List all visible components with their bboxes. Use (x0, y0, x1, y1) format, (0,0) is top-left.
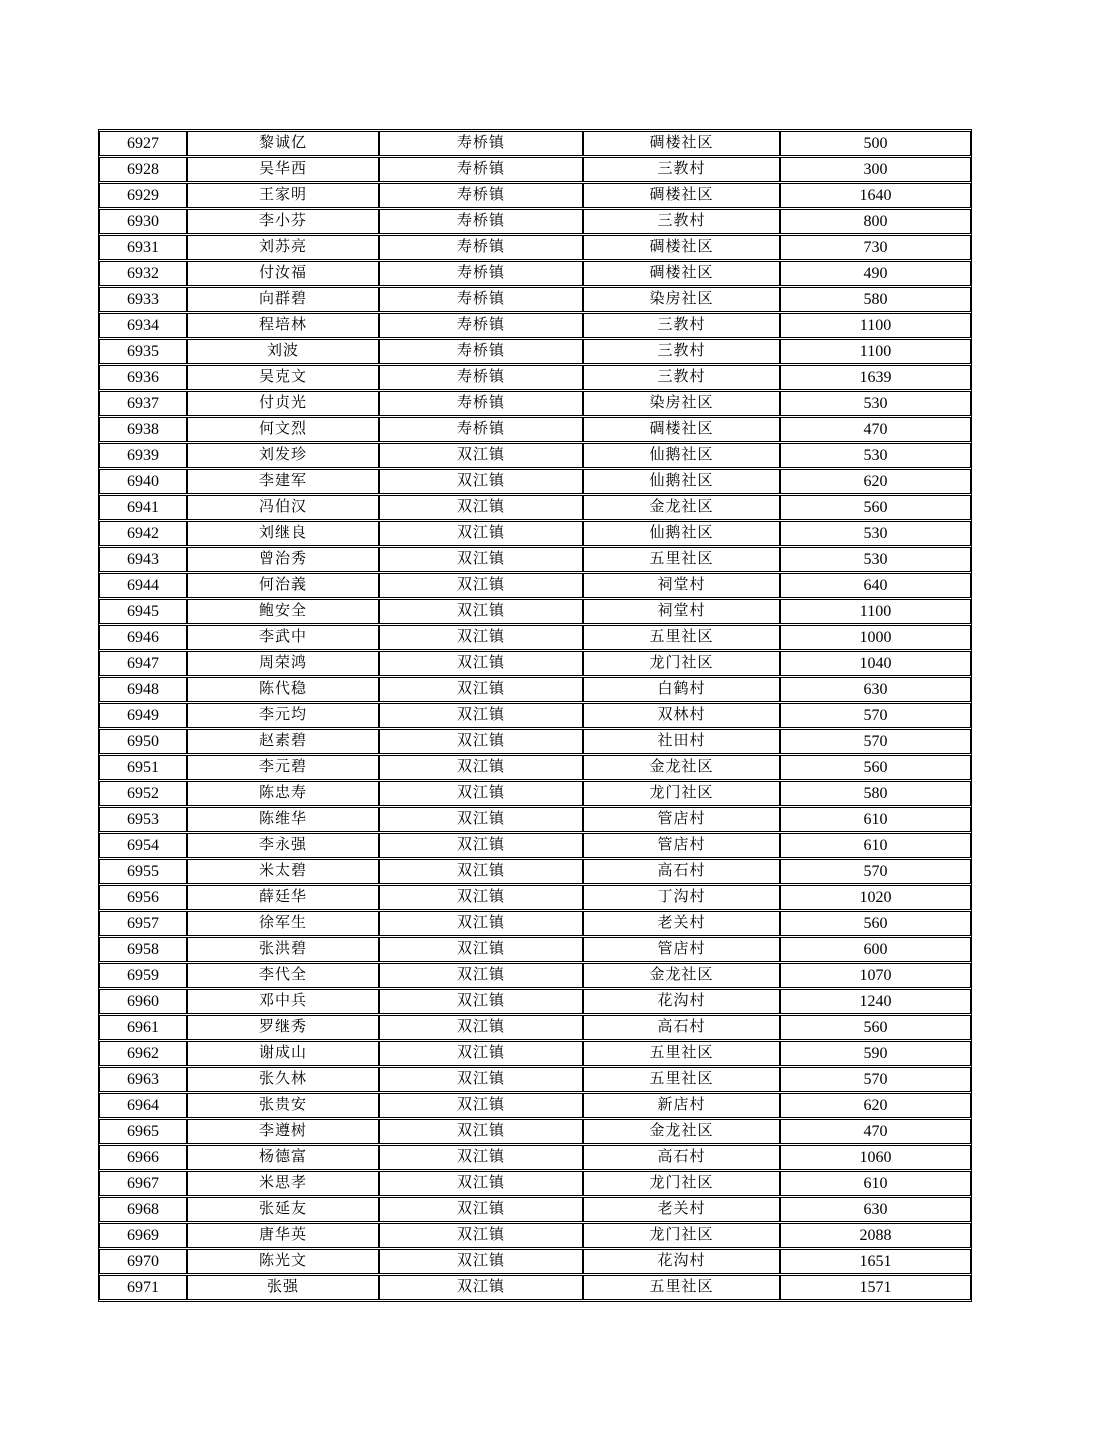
cell-village: 花沟村 (583, 1249, 780, 1274)
cell-village: 社田村 (583, 729, 780, 754)
table-row (99, 729, 971, 754)
cell-town: 双江镇 (379, 781, 583, 806)
cell-amount: 1651 (780, 1249, 971, 1274)
cell-amount: 1040 (780, 651, 971, 676)
cell-name: 何文烈 (187, 417, 379, 442)
records-table (98, 129, 972, 1302)
cell-village: 五里社区 (583, 625, 780, 650)
table-row (99, 547, 971, 572)
cell-name: 向群碧 (187, 287, 379, 312)
cell-town: 双江镇 (379, 963, 583, 988)
cell-village: 高石村 (583, 859, 780, 884)
cell-name: 陈忠寿 (187, 781, 379, 806)
cell-amount: 1640 (780, 183, 971, 208)
cell-town: 双江镇 (379, 859, 583, 884)
table-row (99, 313, 971, 338)
cell-id: 6954 (99, 833, 187, 858)
cell-amount: 530 (780, 443, 971, 468)
cell-id: 6932 (99, 261, 187, 286)
cell-name: 谢成山 (187, 1041, 379, 1066)
cell-name: 张强 (187, 1275, 379, 1300)
cell-village: 染房社区 (583, 391, 780, 416)
cell-id: 6930 (99, 209, 187, 234)
cell-amount: 1571 (780, 1275, 971, 1300)
cell-name: 张久林 (187, 1067, 379, 1092)
cell-amount: 620 (780, 469, 971, 494)
table-row (99, 1275, 971, 1300)
cell-amount: 1639 (780, 365, 971, 390)
cell-village: 金龙社区 (583, 495, 780, 520)
cell-town: 寿桥镇 (379, 261, 583, 286)
table-row (99, 1223, 971, 1248)
table-row (99, 1067, 971, 1092)
cell-name: 李元均 (187, 703, 379, 728)
cell-amount: 570 (780, 703, 971, 728)
cell-amount: 800 (780, 209, 971, 234)
cell-town: 双江镇 (379, 937, 583, 962)
cell-name: 冯伯汉 (187, 495, 379, 520)
cell-town: 双江镇 (379, 1249, 583, 1274)
cell-id: 6964 (99, 1093, 187, 1118)
cell-town: 双江镇 (379, 1145, 583, 1170)
cell-town: 双江镇 (379, 1015, 583, 1040)
cell-town: 双江镇 (379, 573, 583, 598)
cell-town: 双江镇 (379, 599, 583, 624)
table-row (99, 469, 971, 494)
cell-name: 刘发珍 (187, 443, 379, 468)
cell-village: 碉楼社区 (583, 417, 780, 442)
cell-amount: 500 (780, 131, 971, 156)
cell-village: 丁沟村 (583, 885, 780, 910)
cell-town: 寿桥镇 (379, 391, 583, 416)
table-row (99, 261, 971, 286)
table-row (99, 911, 971, 936)
cell-name: 李遵树 (187, 1119, 379, 1144)
cell-amount: 2088 (780, 1223, 971, 1248)
cell-village: 龙门社区 (583, 1223, 780, 1248)
cell-id: 6949 (99, 703, 187, 728)
cell-id: 6935 (99, 339, 187, 364)
cell-town: 双江镇 (379, 495, 583, 520)
cell-amount: 1060 (780, 1145, 971, 1170)
cell-village: 三教村 (583, 157, 780, 182)
cell-amount: 570 (780, 729, 971, 754)
cell-name: 李武中 (187, 625, 379, 650)
cell-village: 三教村 (583, 209, 780, 234)
table-row (99, 183, 971, 208)
cell-village: 祠堂村 (583, 573, 780, 598)
table-row (99, 209, 971, 234)
table-row (99, 443, 971, 468)
cell-town: 双江镇 (379, 885, 583, 910)
cell-id: 6937 (99, 391, 187, 416)
cell-amount: 530 (780, 391, 971, 416)
cell-town: 寿桥镇 (379, 131, 583, 156)
cell-amount: 530 (780, 521, 971, 546)
cell-amount: 300 (780, 157, 971, 182)
cell-name: 曾治秀 (187, 547, 379, 572)
cell-id: 6970 (99, 1249, 187, 1274)
cell-village: 龙门社区 (583, 1171, 780, 1196)
cell-town: 寿桥镇 (379, 417, 583, 442)
cell-village: 老关村 (583, 1197, 780, 1222)
cell-town: 双江镇 (379, 989, 583, 1014)
cell-town: 双江镇 (379, 1093, 583, 1118)
cell-village: 双林村 (583, 703, 780, 728)
cell-village: 仙鹅社区 (583, 521, 780, 546)
cell-village: 金龙社区 (583, 963, 780, 988)
table-row (99, 1145, 971, 1170)
table-row (99, 1249, 971, 1274)
cell-village: 碉楼社区 (583, 261, 780, 286)
cell-village: 三教村 (583, 339, 780, 364)
cell-name: 张延友 (187, 1197, 379, 1222)
cell-amount: 1020 (780, 885, 971, 910)
cell-village: 老关村 (583, 911, 780, 936)
cell-id: 6965 (99, 1119, 187, 1144)
cell-amount: 580 (780, 287, 971, 312)
cell-id: 6936 (99, 365, 187, 390)
cell-amount: 730 (780, 235, 971, 260)
cell-id: 6940 (99, 469, 187, 494)
cell-village: 高石村 (583, 1145, 780, 1170)
cell-amount: 630 (780, 677, 971, 702)
table-row (99, 1197, 971, 1222)
cell-amount: 490 (780, 261, 971, 286)
table-row (99, 131, 971, 156)
cell-id: 6963 (99, 1067, 187, 1092)
cell-town: 双江镇 (379, 469, 583, 494)
cell-id: 6939 (99, 443, 187, 468)
cell-town: 双江镇 (379, 703, 583, 728)
table-row (99, 625, 971, 650)
cell-village: 白鹤村 (583, 677, 780, 702)
cell-amount: 560 (780, 1015, 971, 1040)
cell-village: 五里社区 (583, 1275, 780, 1300)
table-row (99, 651, 971, 676)
table-row (99, 859, 971, 884)
cell-id: 6941 (99, 495, 187, 520)
cell-amount: 600 (780, 937, 971, 962)
cell-id: 6945 (99, 599, 187, 624)
cell-town: 双江镇 (379, 807, 583, 832)
cell-name: 鲍安全 (187, 599, 379, 624)
cell-village: 五里社区 (583, 547, 780, 572)
cell-id: 6962 (99, 1041, 187, 1066)
cell-id: 6966 (99, 1145, 187, 1170)
cell-id: 6953 (99, 807, 187, 832)
cell-name: 李小芬 (187, 209, 379, 234)
cell-amount: 570 (780, 1067, 971, 1092)
cell-id: 6955 (99, 859, 187, 884)
cell-id: 6968 (99, 1197, 187, 1222)
cell-id: 6958 (99, 937, 187, 962)
cell-name: 唐华英 (187, 1223, 379, 1248)
cell-village: 染房社区 (583, 287, 780, 312)
table-row (99, 755, 971, 780)
cell-town: 寿桥镇 (379, 287, 583, 312)
table-row (99, 1015, 971, 1040)
cell-village: 三教村 (583, 365, 780, 390)
cell-id: 6971 (99, 1275, 187, 1300)
cell-id: 6931 (99, 235, 187, 260)
cell-amount: 530 (780, 547, 971, 572)
cell-name: 付贞光 (187, 391, 379, 416)
cell-name: 周荣鸿 (187, 651, 379, 676)
cell-village: 花沟村 (583, 989, 780, 1014)
cell-id: 6942 (99, 521, 187, 546)
cell-amount: 1100 (780, 339, 971, 364)
cell-amount: 570 (780, 859, 971, 884)
cell-town: 寿桥镇 (379, 313, 583, 338)
cell-id: 6967 (99, 1171, 187, 1196)
table-row (99, 391, 971, 416)
cell-village: 龙门社区 (583, 781, 780, 806)
cell-village: 管店村 (583, 807, 780, 832)
cell-village: 金龙社区 (583, 1119, 780, 1144)
cell-town: 双江镇 (379, 729, 583, 754)
cell-town: 寿桥镇 (379, 209, 583, 234)
cell-town: 双江镇 (379, 911, 583, 936)
cell-name: 李代全 (187, 963, 379, 988)
cell-amount: 1100 (780, 313, 971, 338)
cell-village: 新店村 (583, 1093, 780, 1118)
cell-id: 6933 (99, 287, 187, 312)
table-row (99, 1041, 971, 1066)
cell-amount: 560 (780, 911, 971, 936)
cell-village: 五里社区 (583, 1041, 780, 1066)
cell-town: 双江镇 (379, 1041, 583, 1066)
cell-id: 6944 (99, 573, 187, 598)
cell-name: 刘继良 (187, 521, 379, 546)
cell-name: 付汝福 (187, 261, 379, 286)
cell-amount: 610 (780, 1171, 971, 1196)
cell-amount: 640 (780, 573, 971, 598)
cell-name: 陈光文 (187, 1249, 379, 1274)
cell-id: 6969 (99, 1223, 187, 1248)
table-row (99, 599, 971, 624)
cell-town: 双江镇 (379, 755, 583, 780)
table-row (99, 781, 971, 806)
cell-village: 碉楼社区 (583, 131, 780, 156)
cell-name: 程培林 (187, 313, 379, 338)
cell-amount: 610 (780, 833, 971, 858)
cell-id: 6951 (99, 755, 187, 780)
cell-town: 寿桥镇 (379, 365, 583, 390)
cell-name: 杨德富 (187, 1145, 379, 1170)
table-row (99, 157, 971, 182)
cell-town: 双江镇 (379, 1197, 583, 1222)
cell-amount: 1240 (780, 989, 971, 1014)
cell-name: 李建军 (187, 469, 379, 494)
cell-amount: 1070 (780, 963, 971, 988)
cell-name: 吴克文 (187, 365, 379, 390)
cell-town: 寿桥镇 (379, 339, 583, 364)
cell-village: 金龙社区 (583, 755, 780, 780)
cell-name: 黎诚亿 (187, 131, 379, 156)
cell-amount: 560 (780, 755, 971, 780)
table-row (99, 807, 971, 832)
cell-amount: 580 (780, 781, 971, 806)
cell-village: 碉楼社区 (583, 235, 780, 260)
table-row (99, 937, 971, 962)
table-row (99, 703, 971, 728)
cell-id: 6928 (99, 157, 187, 182)
table-row (99, 989, 971, 1014)
cell-name: 米太碧 (187, 859, 379, 884)
cell-amount: 590 (780, 1041, 971, 1066)
cell-town: 双江镇 (379, 833, 583, 858)
table-row (99, 833, 971, 858)
cell-id: 6961 (99, 1015, 187, 1040)
table-row (99, 235, 971, 260)
cell-name: 刘波 (187, 339, 379, 364)
table-row (99, 521, 971, 546)
cell-amount: 470 (780, 417, 971, 442)
cell-name: 吴华西 (187, 157, 379, 182)
cell-name: 何治義 (187, 573, 379, 598)
cell-village: 祠堂村 (583, 599, 780, 624)
cell-name: 罗继秀 (187, 1015, 379, 1040)
cell-amount: 1000 (780, 625, 971, 650)
cell-town: 寿桥镇 (379, 157, 583, 182)
cell-town: 双江镇 (379, 1119, 583, 1144)
cell-id: 6952 (99, 781, 187, 806)
cell-id: 6956 (99, 885, 187, 910)
cell-id: 6959 (99, 963, 187, 988)
cell-village: 五里社区 (583, 1067, 780, 1092)
table-row (99, 287, 971, 312)
cell-id: 6957 (99, 911, 187, 936)
table-row (99, 885, 971, 910)
cell-amount: 610 (780, 807, 971, 832)
cell-name: 徐军生 (187, 911, 379, 936)
cell-village: 管店村 (583, 833, 780, 858)
cell-town: 双江镇 (379, 521, 583, 546)
cell-id: 6934 (99, 313, 187, 338)
cell-id: 6946 (99, 625, 187, 650)
cell-town: 双江镇 (379, 677, 583, 702)
cell-name: 陈代稳 (187, 677, 379, 702)
table-row (99, 339, 971, 364)
cell-town: 双江镇 (379, 1171, 583, 1196)
cell-id: 6947 (99, 651, 187, 676)
cell-amount: 620 (780, 1093, 971, 1118)
cell-id: 6960 (99, 989, 187, 1014)
cell-village: 仙鹅社区 (583, 443, 780, 468)
cell-town: 双江镇 (379, 1067, 583, 1092)
cell-name: 邓中兵 (187, 989, 379, 1014)
cell-village: 高石村 (583, 1015, 780, 1040)
cell-town: 双江镇 (379, 1275, 583, 1300)
cell-name: 薛廷华 (187, 885, 379, 910)
cell-village: 三教村 (583, 313, 780, 338)
cell-amount: 470 (780, 1119, 971, 1144)
cell-id: 6948 (99, 677, 187, 702)
table-row (99, 495, 971, 520)
cell-name: 刘苏亮 (187, 235, 379, 260)
table-row (99, 1093, 971, 1118)
cell-name: 李元碧 (187, 755, 379, 780)
cell-amount: 560 (780, 495, 971, 520)
cell-id: 6929 (99, 183, 187, 208)
cell-name: 王家明 (187, 183, 379, 208)
cell-town: 双江镇 (379, 547, 583, 572)
cell-id: 6938 (99, 417, 187, 442)
cell-name: 张洪碧 (187, 937, 379, 962)
table-row (99, 1171, 971, 1196)
table-row (99, 417, 971, 442)
cell-name: 李永强 (187, 833, 379, 858)
cell-town: 双江镇 (379, 443, 583, 468)
cell-town: 双江镇 (379, 625, 583, 650)
cell-name: 米思孝 (187, 1171, 379, 1196)
table-row (99, 1119, 971, 1144)
table-row (99, 677, 971, 702)
table-row (99, 365, 971, 390)
cell-town: 双江镇 (379, 1223, 583, 1248)
table-row (99, 963, 971, 988)
cell-village: 碉楼社区 (583, 183, 780, 208)
table-body (99, 131, 971, 1300)
cell-village: 仙鹅社区 (583, 469, 780, 494)
cell-town: 寿桥镇 (379, 235, 583, 260)
cell-town: 寿桥镇 (379, 183, 583, 208)
cell-amount: 1100 (780, 599, 971, 624)
cell-name: 赵素碧 (187, 729, 379, 754)
cell-town: 双江镇 (379, 651, 583, 676)
cell-id: 6927 (99, 131, 187, 156)
table-row (99, 573, 971, 598)
cell-village: 管店村 (583, 937, 780, 962)
cell-village: 龙门社区 (583, 651, 780, 676)
cell-id: 6943 (99, 547, 187, 572)
cell-amount: 630 (780, 1197, 971, 1222)
cell-name: 张贵安 (187, 1093, 379, 1118)
cell-name: 陈维华 (187, 807, 379, 832)
cell-id: 6950 (99, 729, 187, 754)
